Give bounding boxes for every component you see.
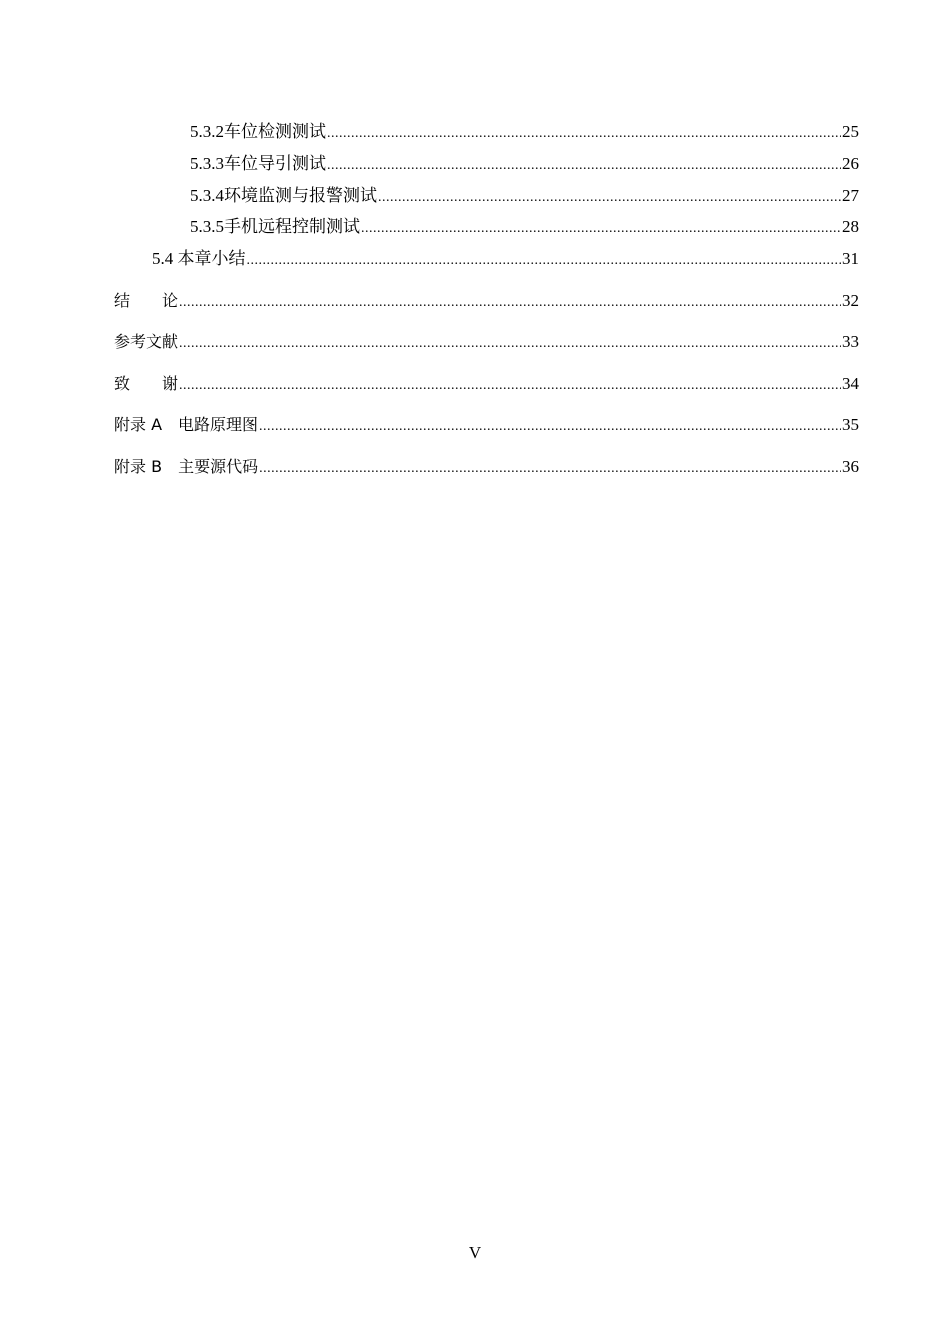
toc-dot-leader bbox=[259, 418, 841, 436]
toc-dot-leader bbox=[361, 220, 841, 238]
toc-entry-page: 26 bbox=[842, 154, 859, 173]
toc-dot-leader bbox=[247, 252, 841, 270]
toc-dot-leader bbox=[179, 377, 841, 395]
toc-entry-5-3-5[interactable] bbox=[190, 216, 859, 238]
toc-entry-page: 28 bbox=[842, 217, 859, 236]
toc-entry-acknowledgements[interactable] bbox=[114, 373, 859, 395]
toc-dot-leader bbox=[378, 189, 841, 207]
toc-dot-leader bbox=[179, 335, 841, 353]
toc-entry-5-3-2[interactable] bbox=[190, 121, 859, 143]
toc-entry-page: 27 bbox=[842, 186, 859, 205]
toc-entry-appendix-a[interactable] bbox=[114, 414, 859, 436]
toc-entry-page: 32 bbox=[842, 291, 859, 310]
toc-entry-title: 车位导引测试 bbox=[224, 154, 326, 173]
toc-dot-leader bbox=[259, 460, 841, 478]
toc-entry-title: 车位检测测试 bbox=[224, 122, 326, 141]
toc-entry-title: 结 论 bbox=[114, 291, 179, 310]
toc-dot-leader bbox=[327, 157, 841, 175]
toc-entry-number: 5.4 bbox=[152, 249, 174, 268]
toc-entry-conclusion[interactable] bbox=[114, 290, 859, 312]
page-number-footer: V bbox=[468, 1243, 482, 1262]
toc-entry-page: 33 bbox=[842, 332, 859, 351]
toc-entry-number: 5.3.4 bbox=[190, 186, 224, 205]
toc-entry-title: 参考文献 bbox=[114, 332, 179, 351]
toc-entry-number: 5.3.3 bbox=[190, 154, 224, 173]
toc-entry-title: 附录 A 电路原理图 bbox=[114, 415, 259, 434]
toc-entry-title: 致 谢 bbox=[114, 374, 179, 393]
toc-entry-title: 环境监测与报警测试 bbox=[224, 186, 377, 205]
toc-entry-title: 附录 B 主要源代码 bbox=[114, 457, 259, 476]
toc-entry-page: 35 bbox=[842, 415, 859, 434]
toc-entry-appendix-b[interactable] bbox=[114, 456, 859, 478]
toc-entry-page: 34 bbox=[842, 374, 859, 393]
toc-dot-leader bbox=[179, 294, 841, 312]
toc-entry-title: 本章小结 bbox=[177, 249, 246, 268]
toc-entry-number: 5.3.2 bbox=[190, 122, 224, 141]
toc-entry-5-4[interactable] bbox=[152, 248, 859, 270]
toc-entry-5-3-3[interactable] bbox=[190, 153, 859, 175]
toc-entry-5-3-4[interactable] bbox=[190, 185, 859, 207]
toc-dot-leader bbox=[327, 125, 841, 143]
toc-entry-number: 5.3.5 bbox=[190, 217, 224, 236]
toc-entry-page: 31 bbox=[842, 249, 859, 268]
toc-entry-references[interactable] bbox=[114, 331, 859, 353]
toc-entry-title: 手机远程控制测试 bbox=[224, 217, 360, 236]
toc-entry-page: 36 bbox=[842, 457, 859, 476]
toc-entry-page: 25 bbox=[842, 122, 859, 141]
